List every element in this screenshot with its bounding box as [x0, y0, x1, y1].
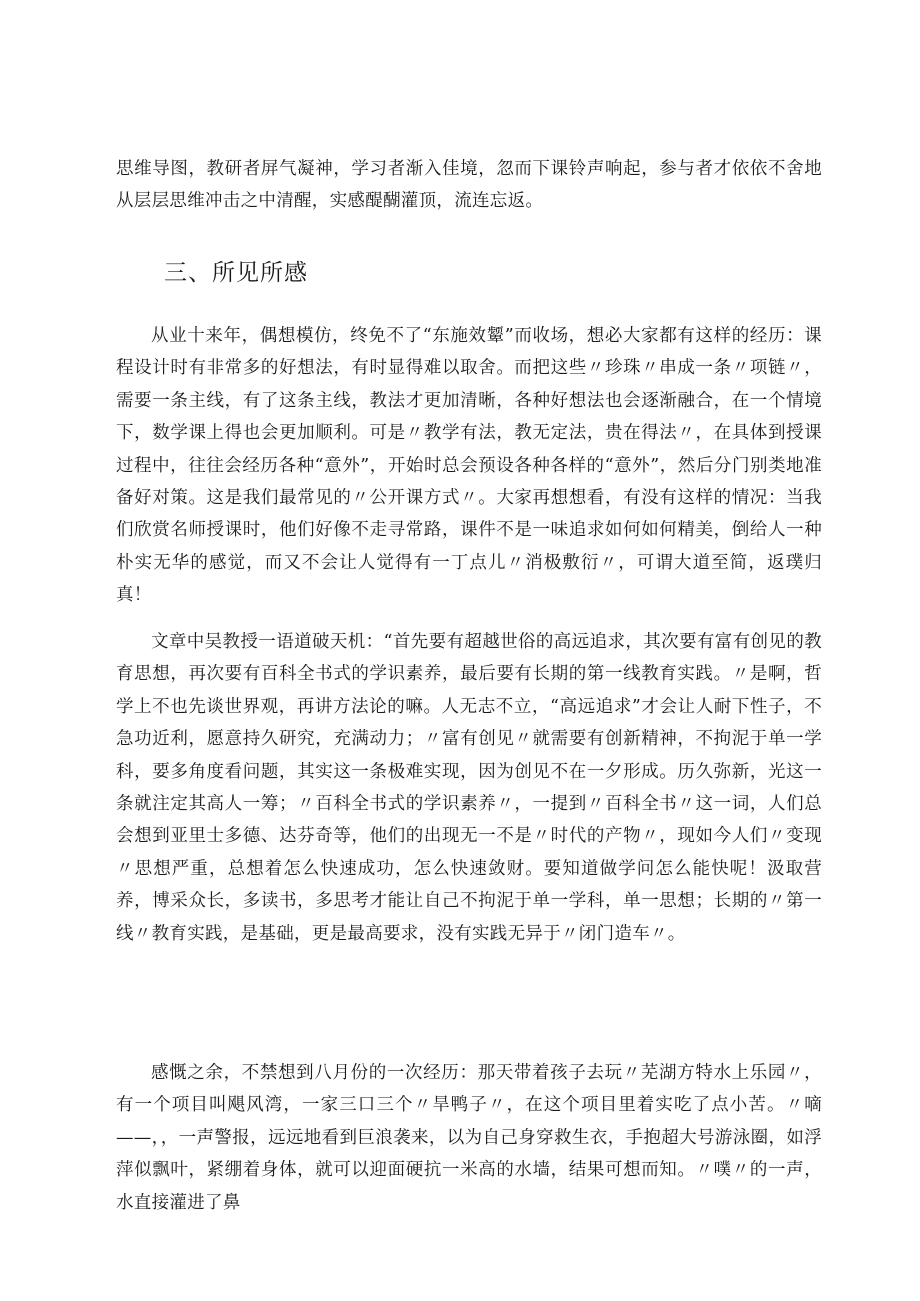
continuation-paragraph: 思维导图，教研者屏气凝神，学习者渐入佳境，忽而下课铃声响起，参与者才依依不舍地从层层思维冲击之中清醒，实感醍醐灌顶，流连忘返。 — [116, 159, 822, 212]
paragraph-water-park-experience: 感慨之余，不禁想到八月份的一次经历：那天带着孩子去玩〃芜湖方特水上乐园〃，有一个项目叫飓风湾，一家三口三个〃旱鸭子〃，在这个项目里着实吃了点小苦。〃嘀——，，一声警报，远远地看到巨浪袭来，以为自己身穿救生衣，手抱超大号游泳圈，如浮萍似飘叶，紧绷着身体，就可以迎面硬抗一米高的水墙，结果可想而知。〃噗〃的一声，水直接灌进了鼻 — [116, 1063, 822, 1213]
paragraph-professor-quote: 文章中吴教授一语道破天机：“首先要有超越世俗的高远追求，其次要有富有创见的教育思想，再次要有百科全书式的学识素养，最后要有长期的第一线教育实践。〃是啊，哲学上不也先谈世界观，再讲方法论的嘛。人无志不立，“高远追求”才会让人耐下性子，不急功近利，愿意持久研究，充满动力；〃富有创见〃就需要有创新精神，不拘泥于单一学科，要多角度看问题，其实这一条极难实现，因为创见不在一夕形成。历久弥新，光这一条就注定其高人一筹；〃百科全书式的学识素养〃，一提到〃百科全书〃这一词，人们总会想到亚里士多德、达芬奇等，他们的出现无一不是〃时代的产物〃，现如今人们〃变现〃思想严重，总想着怎么快速成功，怎么快速敛财。要知道做学问怎么能快呢！汲取营养，博采众长，多读书，多思考才能让自己不拘泥于单一学科，单一思想；长期的〃第一线〃教育实践，是基础，更是最高要求，没有实践无异于〃闭门造车〃。 — [116, 632, 822, 944]
section-heading: 三、所见所感 — [164, 260, 308, 286]
paragraph-career-reflection: 从业十来年，偶想模仿，终免不了“东施效颦”而收场，想必大家都有这样的经历：课程设计时有非常多的好想法，有时显得难以取舍。而把这些〃珍珠〃串成一条〃项链〃，需要一条主线，有了这条主线，教法才更加清晰，各种好想法也会逐渐融合，在一个情境下，数学课上得也会更加顺利。可是〃教学有法，教无定法，贵在得法〃，在具体到授课过程中，往往会经历各种“意外”，开始时总会预设各种各样的“意外”，然后分门别类地准备好对策。这是我们最常见的〃公开课方式〃。大家再想想看，有没有这样的情况：当我们欣赏名师授课时，他们好像不走寻常路，课件不是一味追求如何如何精美，倒给人一种朴实无华的感觉，而又不会让人觉得有一丁点儿〃消极敷衍〃，可谓大道至简，返璞归真！ — [116, 326, 822, 606]
